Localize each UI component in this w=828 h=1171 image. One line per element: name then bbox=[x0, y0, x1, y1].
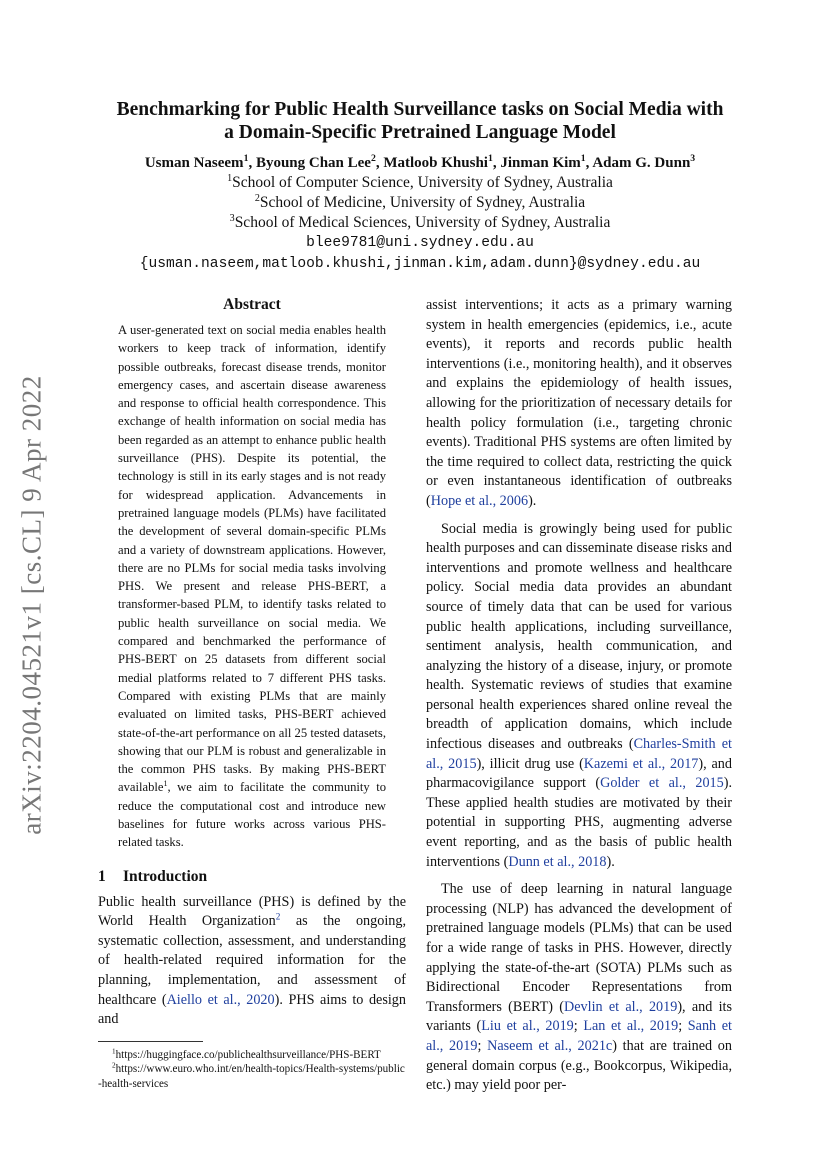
citation-link[interactable]: Naseem et al., 2021c bbox=[487, 1037, 613, 1054]
affiliation-mark: 3 bbox=[229, 212, 235, 224]
paragraph-text: ), illicit drug use ( bbox=[476, 755, 584, 772]
citation-link[interactable]: Charles-Smith et al., 2015 bbox=[426, 736, 732, 772]
paragraph-text: assist interventions; it acts as a primary warning system in health emergencies (epidemics, i.e., acute events), it reports and records public health interventions (i.e., monitoring health), and it observes and explains the epidemiology of health issues, allowing for the prioritization of necessary details for health policy formulation (i.e., targeting chronic events). Traditional PHS systems are often limited by the time required to collect data, restricting the quick or even instantaneous identification of outbreaks ( bbox=[426, 297, 732, 509]
affiliation-text: School of Medical Sciences, University of Sydney, Australia bbox=[234, 214, 611, 231]
paragraph-text: ), and its variants ( bbox=[426, 998, 732, 1035]
footnote-number: 2 bbox=[112, 1061, 116, 1070]
citation-link[interactable]: Devlin et al., 2019 bbox=[564, 998, 678, 1015]
citation-link[interactable]: Hope et al., 2006 bbox=[430, 492, 529, 509]
intro-text: Public health surveillance (PHS) is defined by the World Health Organization bbox=[98, 893, 406, 930]
author-name: Matloob Khushi bbox=[383, 155, 488, 171]
paragraph-text: ). bbox=[606, 853, 615, 870]
footnote-mark[interactable]: 2 bbox=[275, 911, 281, 922]
title-line-2: a Domain-Specific Pretrained Language Model bbox=[224, 122, 616, 143]
citation-link[interactable]: Kazemi et al., 2017 bbox=[583, 755, 699, 772]
author-list: Usman Naseem$^1$, Byoung Chan Lee$^2$, Matloob Khushi$^1$, Jinman Kim$^1$, Adam G. Dunn$^3$ bbox=[144, 153, 696, 171]
paragraph-text: The use of deep learning in natural language processing (NLP) has advanced the development of pretrained language models (PLMs) that can be used for a wide range of tasks in PHS. However, directly applying the state-of-the-art (SOTA) PLMs such as Bidirectional Encoder Representations from Transformers (BERT) ( bbox=[426, 881, 732, 1015]
affiliation bbox=[90, 173, 750, 193]
footnote bbox=[98, 1048, 406, 1063]
citation-separator: ; bbox=[678, 1018, 688, 1035]
intro-text: as the ongoing, systematic collection, assessment, and understanding of health-related required information for the planning, implementation, and assessment of healthcare ( bbox=[98, 913, 407, 1008]
author-affiliation-mark: 1 bbox=[487, 153, 493, 164]
affiliation-mark: 2 bbox=[254, 192, 260, 204]
author-name: Adam G. Dunn bbox=[592, 155, 691, 171]
footnote-url[interactable]: https://huggingface.co/publichealthsurveillance/PHS-BERT bbox=[115, 1048, 381, 1061]
citation-link[interactable]: Aiello et al., 2020 bbox=[166, 991, 275, 1008]
author-name: Usman Naseem bbox=[144, 155, 244, 171]
title-line-1: Benchmarking for Public Health Surveillance tasks on Social Media with bbox=[116, 99, 724, 120]
citation-link[interactable]: Liu et al., 2019 bbox=[481, 1018, 574, 1035]
abstract-text: A user-generated text on social media enables health workers to keep track of information, identify possible outbreaks, forecast disease trends, monitor emergency cases, and ascertain disease awareness and response to official health correspondence. This exchange of health information on social media has been regarded as an attempt to enhance public health surveillance (PHS). Despite its potential, the technology is still in its early stages and is not ready for widespread application. Advancements in pretrained language models (PLMs) have facilitated the development of several domain-specific PLMs and a variety of downstream applications. However, there are no PLMs for social media tasks involving PHS. We present and release PHS-BERT, a transformer-based PLM, to identify tasks related to public health surveillance on social media. We compared and benchmarked the performance of PHS-BERT on 25 datasets from different social medial platforms related to 7 different PHS tasks. Compared with existing PLMs that are mainly evaluated on limited tasks, PHS-BERT achieved state-of-the-art performance on all 25 tested datasets, showing that our PLM is robust and generalizable in the common PHS tasks. By making PHS-BERT available bbox=[118, 323, 386, 795]
email-single: blee9781@uni.sydney.edu.au bbox=[306, 235, 534, 251]
intro-paragraph bbox=[98, 893, 406, 1030]
affiliation-text: School of Computer Science, University of Sydney, Australia bbox=[232, 174, 613, 191]
citation-link[interactable]: Golder et al., 2015 bbox=[600, 775, 724, 792]
citation-link[interactable]: Dunn et al., 2018 bbox=[508, 853, 607, 870]
left-column bbox=[98, 296, 406, 1091]
footnote-mark: 1 bbox=[163, 779, 168, 789]
citation-link[interactable]: Lan et al., 2019 bbox=[583, 1018, 679, 1035]
section-heading bbox=[98, 868, 406, 886]
author-affiliation-mark: 2 bbox=[370, 153, 376, 164]
citation-separator: ; bbox=[573, 1018, 584, 1035]
email-group: {usman.naseem,matloob.khushi,jinman.kim,adam.dunn}@sydney.edu.au bbox=[139, 256, 701, 272]
affiliation bbox=[90, 213, 750, 233]
footnote-url[interactable]: https://www.euro.who.int/en/health-topics/Health-systems/public-health-services bbox=[98, 1063, 405, 1090]
abstract-heading: Abstract bbox=[223, 296, 281, 313]
section-title: Introduction bbox=[123, 867, 208, 885]
paragraph-text: ), and pharmacovigilance support ( bbox=[426, 755, 732, 792]
paragraph-text: ) that are trained on general domain corpus (e.g., Bookcorpus, Wikipedia, etc.) may yield poor per- bbox=[426, 1037, 732, 1094]
author-affiliation-mark: 3 bbox=[690, 153, 696, 164]
affiliation-mark: 1 bbox=[227, 172, 233, 184]
arxiv-identifier-text: arXiv:2204.04521v1 [cs.CL] 9 Apr 2022 bbox=[16, 375, 47, 835]
affiliation bbox=[90, 193, 750, 213]
right-column bbox=[426, 296, 732, 1096]
paragraph-text: ). These applied health studies are motivated by their potential in supporting PHS, augmenting adverse event reporting, and as the basis of public health interventions ( bbox=[426, 775, 733, 870]
body-paragraph bbox=[426, 296, 732, 512]
author-affiliation-mark: 1 bbox=[243, 153, 249, 164]
citation-separator: ; bbox=[477, 1037, 488, 1054]
citation-link[interactable]: Sanh et al., 2019 bbox=[426, 1018, 732, 1054]
arxiv-identifier bbox=[12, 370, 52, 840]
abstract-text-end: , we aim to facilitate the community to reduce the computational cost and introduce new baselines for future works across various PHS-related tasks. bbox=[118, 780, 386, 850]
intro-text: ). PHS aims to design and bbox=[98, 991, 406, 1028]
paper-header bbox=[90, 98, 750, 275]
body-paragraph bbox=[426, 880, 732, 1096]
footnote-rule bbox=[98, 1041, 203, 1042]
footnote-number: 1 bbox=[112, 1047, 116, 1056]
body-paragraph bbox=[426, 520, 732, 873]
paragraph-text: ). bbox=[528, 492, 537, 509]
affiliation-text: School of Medicine, University of Sydney, Australia bbox=[259, 194, 586, 211]
paper-title bbox=[90, 98, 750, 144]
author-affiliation-mark: 1 bbox=[580, 153, 586, 164]
footnote bbox=[98, 1062, 406, 1091]
section-number: 1 bbox=[98, 867, 106, 885]
author-name: Byoung Chan Lee bbox=[255, 155, 371, 171]
author-name: Jinman Kim bbox=[500, 155, 581, 171]
abstract-body bbox=[118, 321, 386, 852]
paragraph-text: Social media is growingly being used for public health purposes and can disseminate disease risks and interventions and promote wellness and healthcare policy. Social media data provides an abundant source of timely data that can be used for various public health applications, including surveillance, sentiment analysis, health communication, and analyzing the history of a disease, injury, or promote health. Systematic reviews of studies that examine personal health experiences shared online reveal the breadth of application domains, which include infectious diseases and outbreaks ( bbox=[426, 520, 732, 753]
